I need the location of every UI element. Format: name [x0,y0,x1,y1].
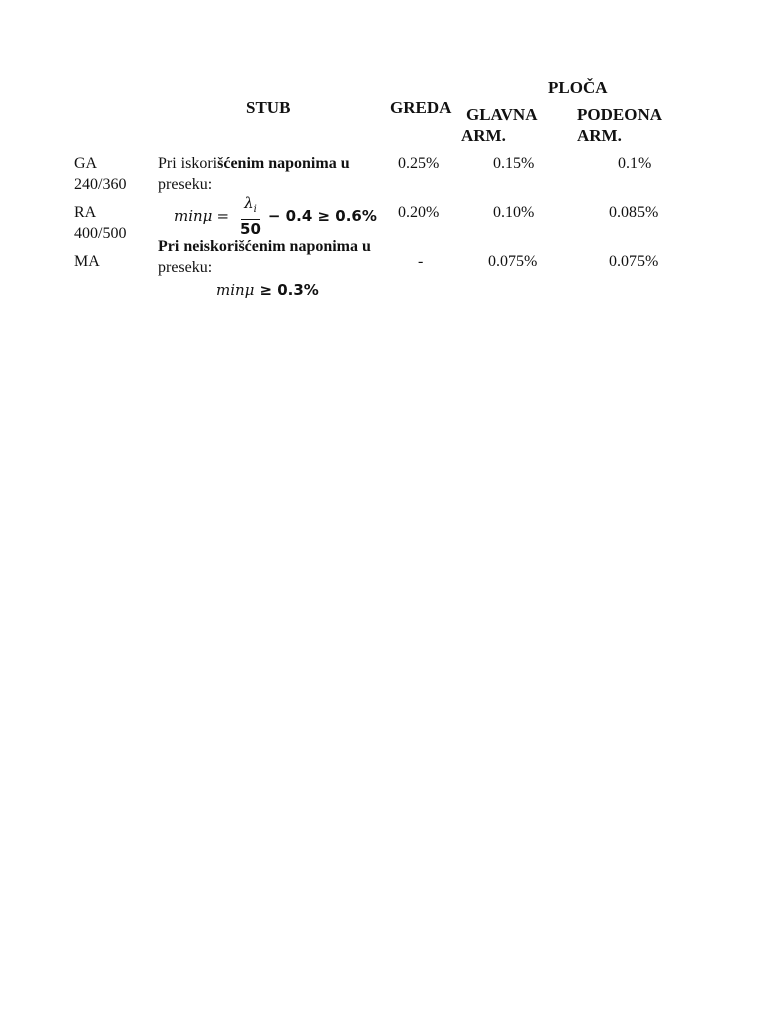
header-greda: GREDA [390,98,452,117]
row-podeona-value: 0.075% [609,253,659,270]
formula1-equals: = [216,207,230,225]
row-name-line2: 400/500 [74,225,127,242]
formula1-fraction [237,194,264,238]
row-glavna-value: 0.10% [493,204,535,221]
row-greda-value: - [418,253,424,270]
row-glavna-value: 0.075% [488,253,538,270]
formula-min-mu-lambda [174,193,377,239]
stub-p1-bold: šćenim naponima u [217,155,350,172]
formula1-lambda-sub: i [253,204,257,215]
row-name-line1: RA [74,204,97,221]
header-stub: STUB [246,98,291,117]
formula1-lambda: λ [244,194,254,212]
stub-paragraph1-line1 [158,153,350,174]
formula1-denominator: 50 [240,220,261,238]
header-glavna-line1: GLAVNA [466,105,538,124]
row-glavna-value: 0.15% [493,155,535,172]
formula1-lhs: minμ [174,207,213,225]
formula1-rhs: − 0.4 ≥ 0.6% [267,207,377,225]
stub-paragraph2-line2: preseku: [158,259,213,276]
row-name-line1: GA [74,155,98,172]
header-podeona-line1: PODEONA [577,105,662,124]
stub-paragraph1-line2: preseku: [158,176,213,193]
row-greda-value: 0.25% [398,155,440,172]
stub-p1-normal: Pri iskori [158,155,218,172]
stub-paragraph2-line1: Pri neiskorišćenim naponima u [158,238,371,255]
header-ploca: PLOČA [548,78,608,97]
row-name-line1: MA [74,253,100,270]
row-greda-value: 0.20% [398,204,440,221]
formula2-rhs: ≥ 0.3% [259,281,319,299]
header-podeona-line2: ARM. [577,126,622,145]
formula1-numerator [241,194,260,220]
formula-min-mu-const [216,279,319,301]
row-podeona-value: 0.085% [609,204,659,221]
formula2-lhs: minμ [216,281,255,299]
row-podeona-value: 0.1% [618,155,652,172]
row-name-line2: 240/360 [74,176,127,193]
header-glavna-line2: ARM. [461,126,506,145]
